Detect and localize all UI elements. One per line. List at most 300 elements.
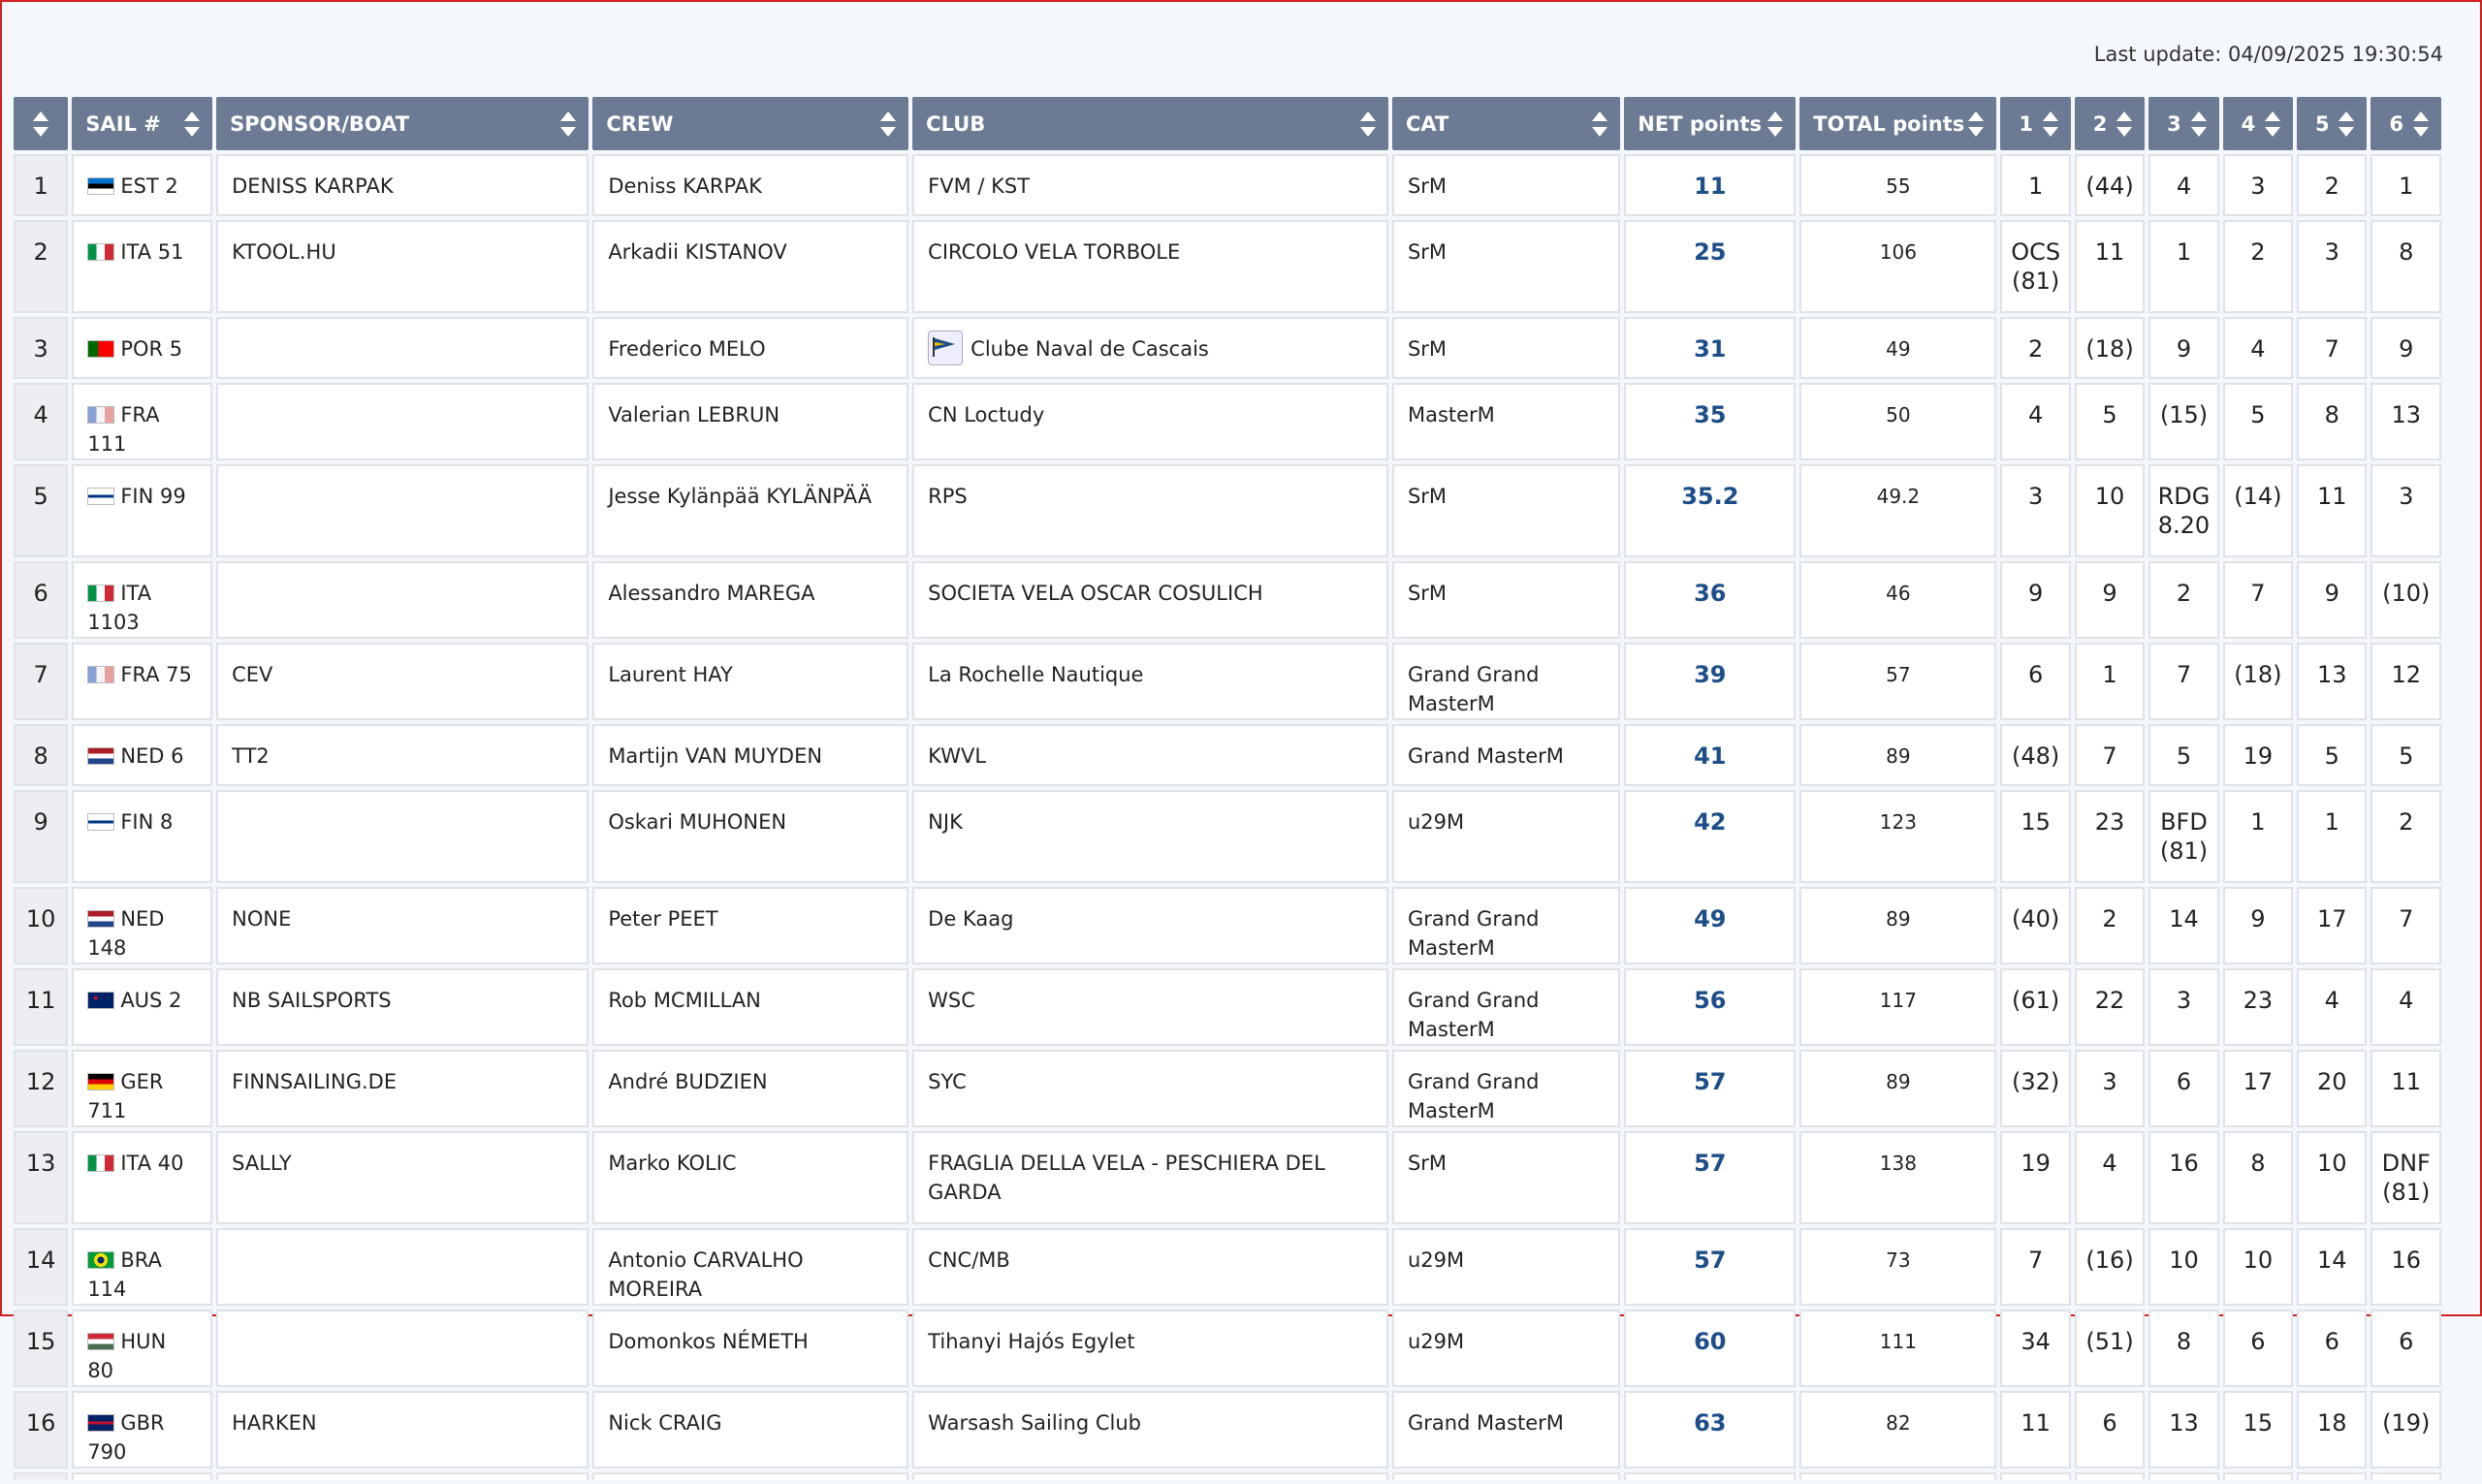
por-flag-icon	[87, 340, 114, 358]
total-points-cell: 89	[1799, 1050, 1996, 1127]
club-cell	[912, 887, 1388, 964]
rank-cell: 12	[14, 1050, 68, 1127]
gbr-flag-icon	[87, 1414, 114, 1432]
sail-cell	[72, 154, 212, 216]
race-6-cell: 4	[2371, 968, 2441, 1046]
club-cell	[912, 220, 1388, 313]
sponsor-cell: TT2	[216, 724, 589, 786]
sponsor-cell: HARKEN	[216, 1391, 589, 1468]
sort-arrows-icon[interactable]	[559, 110, 577, 139]
header-label: SPONSOR/BOAT	[230, 111, 410, 136]
table-row[interactable]	[14, 887, 2441, 964]
net-points-cell: 31	[1624, 317, 1796, 379]
race-4-cell: 9	[2223, 887, 2293, 964]
race-3-cell: 1	[2148, 220, 2218, 313]
race-3-cell: 4	[2148, 154, 2218, 216]
rank-cell: 1	[14, 154, 68, 216]
rank-cell: 11	[14, 968, 68, 1046]
race-1-cell: 15	[2000, 790, 2070, 883]
race-5-cell: 3	[2297, 220, 2367, 313]
race-6-cell: 5	[2371, 724, 2441, 786]
race-3-cell: BFD (81)	[2148, 790, 2218, 883]
net-points-cell: 35.2	[1624, 464, 1796, 557]
ger-flag-icon	[87, 1073, 114, 1090]
sponsor-cell	[216, 790, 589, 883]
sail-number: FRA 75	[120, 663, 192, 686]
race-2-cell: 10	[2075, 464, 2145, 557]
total-points-cell: 50	[1799, 383, 1996, 460]
results-body	[14, 154, 2441, 1480]
header-label: 4	[2241, 111, 2256, 136]
fin-flag-icon	[87, 488, 114, 505]
crew-cell: Valerian LEBRUN	[592, 383, 908, 460]
race-6-cell: 3	[2371, 464, 2441, 557]
race-2-cell: (44)	[2075, 154, 2145, 216]
sail-cell	[72, 790, 212, 883]
race-4-cell: 6	[2223, 1310, 2293, 1387]
partial-cell	[912, 1472, 1388, 1480]
rank-cell: 2	[14, 220, 68, 313]
total-points-cell: 49.2	[1799, 464, 1996, 557]
sail-cell	[72, 561, 212, 639]
sort-arrows-icon[interactable]	[2042, 110, 2059, 139]
crew-cell: Deniss KARPAK	[592, 154, 908, 216]
sort-arrows-icon[interactable]	[1359, 110, 1377, 139]
rank-cell: 7	[14, 643, 68, 720]
sail-header[interactable]	[72, 97, 212, 150]
header-label: NET points	[1638, 111, 1762, 136]
rank-cell: 9	[14, 790, 68, 883]
total-points-cell: 106	[1799, 220, 1996, 313]
sail-number: NED 6	[120, 744, 184, 768]
header-label: 5	[2314, 111, 2330, 136]
race-5-cell: 18	[2297, 1391, 2367, 1468]
race-1-cell: 11	[2000, 1391, 2070, 1468]
club-cell	[912, 1228, 1388, 1306]
crew-cell: Martijn VAN MUYDEN	[592, 724, 908, 786]
race-1-cell: (48)	[2000, 724, 2070, 786]
rank-cell: 15	[14, 1310, 68, 1387]
category-cell: SrM	[1392, 220, 1620, 313]
race-2-cell: (51)	[2075, 1310, 2145, 1387]
total-points-header[interactable]	[1799, 97, 1996, 150]
category-cell: Grand Grand MasterM	[1392, 1050, 1620, 1127]
race-4-header[interactable]	[2223, 97, 2293, 150]
race-6-header[interactable]	[2371, 97, 2441, 150]
table-row[interactable]	[14, 643, 2441, 720]
sail-number: BRA 114	[87, 1248, 162, 1301]
hun-flag-icon	[87, 1333, 114, 1350]
table-row[interactable]	[14, 724, 2441, 786]
crew-cell: Laurent HAY	[592, 643, 908, 720]
sort-arrows-icon[interactable]	[2116, 110, 2133, 139]
sponsor-cell: NB SAILSPORTS	[216, 968, 589, 1046]
rank-cell: 14	[14, 1228, 68, 1306]
cat-header[interactable]	[1392, 97, 1620, 150]
crew-cell: Nick CRAIG	[592, 1391, 908, 1468]
total-points-cell: 49	[1799, 317, 1996, 379]
sponsor-cell	[216, 1228, 589, 1306]
sort-arrows-icon[interactable]	[2264, 110, 2281, 139]
sail-number: FIN 99	[120, 485, 186, 508]
rank-cell: 16	[14, 1391, 68, 1468]
club-cell	[912, 790, 1388, 883]
club-cell	[912, 643, 1388, 720]
race-6-cell: 7	[2371, 887, 2441, 964]
club-name: Tihanyi Hajós Egylet	[928, 1330, 1135, 1353]
table-row-partial	[14, 1472, 2441, 1480]
crew-cell: Peter PEET	[592, 887, 908, 964]
club-cell	[912, 317, 1388, 379]
header-label: SAIL #	[85, 111, 161, 136]
net-points-cell: 57	[1624, 1131, 1796, 1224]
rank-cell: 4	[14, 383, 68, 460]
club-cell	[912, 383, 1388, 460]
club-name: KWVL	[928, 744, 987, 768]
ita-flag-icon	[87, 1154, 114, 1172]
net-points-cell: 11	[1624, 154, 1796, 216]
ita-flag-icon	[87, 243, 114, 261]
partial-cell	[2297, 1472, 2367, 1480]
header-label: CLUB	[926, 111, 986, 136]
rank-cell: 3	[14, 317, 68, 379]
header-label: CAT	[1405, 111, 1449, 136]
race-3-cell: 6	[2148, 1050, 2218, 1127]
race-3-cell: 8	[2148, 1310, 2218, 1387]
club-cell	[912, 1310, 1388, 1387]
race-2-cell: 4	[2075, 1131, 2145, 1224]
sail-cell	[72, 383, 212, 460]
fra-flag-icon	[87, 406, 114, 424]
sail-cell	[72, 317, 212, 379]
crew-cell: Arkadii KISTANOV	[592, 220, 908, 313]
sail-cell	[72, 1131, 212, 1224]
race-1-cell: 2	[2000, 317, 2070, 379]
crew-cell: Rob MCMILLAN	[592, 968, 908, 1046]
race-3-header[interactable]	[2148, 97, 2218, 150]
crew-cell: Alessandro MAREGA	[592, 561, 908, 639]
sponsor-cell: DENISS KARPAK	[216, 154, 589, 216]
category-cell: SrM	[1392, 561, 1620, 639]
club-name: SOCIETA VELA OSCAR COSULICH	[928, 582, 1263, 605]
header-label: 6	[2389, 111, 2404, 136]
race-2-cell: 5	[2075, 383, 2145, 460]
sort-arrows-icon[interactable]	[1766, 110, 1784, 139]
net-points-cell: 42	[1624, 790, 1796, 883]
ita-flag-icon	[87, 584, 114, 602]
club-name: FRAGLIA DELLA VELA - PESCHIERA DEL GARDA	[928, 1152, 1325, 1204]
race-1-cell: 1	[2000, 154, 2070, 216]
sponsor-cell	[216, 1310, 589, 1387]
race-2-cell: 9	[2075, 561, 2145, 639]
race-6-cell: 11	[2371, 1050, 2441, 1127]
race-3-cell: 10	[2148, 1228, 2218, 1306]
race-1-cell: 3	[2000, 464, 2070, 557]
race-5-cell: 14	[2297, 1228, 2367, 1306]
sort-arrows-icon[interactable]	[183, 110, 201, 139]
sort-arrows-icon[interactable]	[2412, 110, 2430, 139]
race-2-cell: 7	[2075, 724, 2145, 786]
est-flag-icon	[87, 177, 114, 195]
race-3-cell: 2	[2148, 561, 2218, 639]
race-5-cell: 13	[2297, 643, 2367, 720]
race-1-cell: 4	[2000, 383, 2070, 460]
sail-number: ITA 40	[120, 1152, 184, 1175]
race-4-cell: (14)	[2223, 464, 2293, 557]
sponsor-cell	[216, 464, 589, 557]
sponsor-cell: NONE	[216, 887, 589, 964]
club-name: Clube Naval de Cascais	[971, 337, 1209, 361]
sail-number: HUN 80	[87, 1330, 167, 1382]
sort-arrows-icon[interactable]	[2190, 110, 2208, 139]
race-6-cell: 12	[2371, 643, 2441, 720]
rank-cell: 10	[14, 887, 68, 964]
total-points-cell: 117	[1799, 968, 1996, 1046]
partial-cell	[72, 1472, 212, 1480]
club-cell	[912, 1131, 1388, 1224]
race-5-cell: 17	[2297, 887, 2367, 964]
sponsor-cell	[216, 317, 589, 379]
net-points-cell: 56	[1624, 968, 1796, 1046]
club-name: La Rochelle Nautique	[928, 663, 1144, 686]
category-cell: Grand MasterM	[1392, 1391, 1620, 1468]
race-4-cell: 10	[2223, 1228, 2293, 1306]
race-2-cell: 1	[2075, 643, 2145, 720]
sail-number: EST 2	[120, 174, 178, 198]
sponsor-cell	[216, 561, 589, 639]
club-name: WSC	[928, 989, 975, 1012]
sail-number: FRA 111	[87, 403, 160, 456]
sail-number: POR 5	[120, 337, 183, 361]
race-3-cell: (15)	[2148, 383, 2218, 460]
race-1-cell: 6	[2000, 643, 2070, 720]
race-4-cell: (18)	[2223, 643, 2293, 720]
race-1-cell: (40)	[2000, 887, 2070, 964]
sponsor-header[interactable]	[216, 97, 589, 150]
crew-cell: André BUDZIEN	[592, 1050, 908, 1127]
race-6-cell: 9	[2371, 317, 2441, 379]
sail-number: FIN 8	[120, 810, 174, 834]
net-points-cell: 41	[1624, 724, 1796, 786]
sail-number: GBR 790	[87, 1411, 165, 1464]
partial-cell	[2148, 1472, 2218, 1480]
race-4-cell: 23	[2223, 968, 2293, 1046]
sail-cell	[72, 1050, 212, 1127]
sort-arrows-icon[interactable]	[1591, 110, 1608, 139]
race-3-cell: 14	[2148, 887, 2218, 964]
header-label: 2	[2092, 111, 2108, 136]
rank-cell: 5	[14, 464, 68, 557]
race-3-cell: 9	[2148, 317, 2218, 379]
race-1-header[interactable]	[2000, 97, 2070, 150]
race-2-cell: 22	[2075, 968, 2145, 1046]
partial-cell	[1624, 1472, 1796, 1480]
club-name: De Kaag	[928, 907, 1014, 931]
race-5-cell: 6	[2297, 1310, 2367, 1387]
race-2-cell: (16)	[2075, 1228, 2145, 1306]
race-2-cell: 6	[2075, 1391, 2145, 1468]
sponsor-cell	[216, 383, 589, 460]
net-points-cell: 63	[1624, 1391, 1796, 1468]
race-4-cell: 15	[2223, 1391, 2293, 1468]
race-4-cell: 7	[2223, 561, 2293, 639]
header-label: 1	[2019, 111, 2033, 136]
table-row[interactable]	[14, 464, 2441, 557]
table-row[interactable]	[14, 383, 2441, 460]
table-row[interactable]	[14, 154, 2441, 216]
table-row[interactable]	[14, 790, 2441, 883]
club-name: RPS	[928, 485, 968, 508]
race-1-cell: (32)	[2000, 1050, 2070, 1127]
sail-number: ITA 51	[120, 240, 184, 264]
net-points-header[interactable]	[1624, 97, 1796, 150]
sail-cell	[72, 464, 212, 557]
category-cell: SrM	[1392, 317, 1620, 379]
partial-cell	[1392, 1472, 1620, 1480]
rank-cell: 13	[14, 1131, 68, 1224]
sail-number: GER 711	[87, 1070, 164, 1122]
race-3-cell: 7	[2148, 643, 2218, 720]
race-5-header[interactable]	[2297, 97, 2367, 150]
sail-cell	[72, 887, 212, 964]
partial-cell	[1799, 1472, 1996, 1480]
race-6-cell: 6	[2371, 1310, 2441, 1387]
club-header[interactable]	[912, 97, 1388, 150]
total-points-cell: 82	[1799, 1391, 1996, 1468]
sort-arrows-icon[interactable]	[32, 110, 49, 139]
sail-cell	[72, 1310, 212, 1387]
category-cell: Grand Grand MasterM	[1392, 968, 1620, 1046]
race-1-cell: OCS (81)	[2000, 220, 2070, 313]
category-cell: Grand MasterM	[1392, 724, 1620, 786]
total-points-cell: 55	[1799, 154, 1996, 216]
net-points-cell: 57	[1624, 1050, 1796, 1127]
fin-flag-icon	[87, 813, 114, 831]
ned-flag-icon	[87, 747, 114, 765]
rank-cell: 8	[14, 724, 68, 786]
race-5-cell: 10	[2297, 1131, 2367, 1224]
header-label: 3	[2167, 111, 2181, 136]
net-points-cell: 60	[1624, 1310, 1796, 1387]
crew-cell: Antonio CARVALHO MOREIRA	[592, 1228, 908, 1306]
rank-header[interactable]	[14, 97, 68, 150]
total-points-cell: 89	[1799, 724, 1996, 786]
club-burgee-icon	[928, 331, 963, 365]
race-1-cell: 34	[2000, 1310, 2070, 1387]
sponsor-cell: SALLY	[216, 1131, 589, 1224]
race-2-header[interactable]	[2075, 97, 2145, 150]
crew-cell: Oskari MUHONEN	[592, 790, 908, 883]
partial-cell	[2000, 1472, 2070, 1480]
bra-flag-icon	[87, 1251, 114, 1269]
club-cell	[912, 968, 1388, 1046]
partial-cell	[2371, 1472, 2441, 1480]
table-row[interactable]	[14, 1228, 2441, 1306]
category-cell: SrM	[1392, 1131, 1620, 1224]
sail-cell	[72, 643, 212, 720]
race-6-cell: 16	[2371, 1228, 2441, 1306]
race-5-cell: 1	[2297, 790, 2367, 883]
crew-header[interactable]	[592, 97, 908, 150]
total-points-cell: 111	[1799, 1310, 1996, 1387]
club-cell	[912, 561, 1388, 639]
club-cell	[912, 724, 1388, 786]
net-points-cell: 49	[1624, 887, 1796, 964]
sort-arrows-icon[interactable]	[879, 110, 897, 139]
club-name: CN Loctudy	[928, 403, 1045, 426]
table-row[interactable]	[14, 561, 2441, 639]
race-6-cell: 8	[2371, 220, 2441, 313]
race-6-cell: (19)	[2371, 1391, 2441, 1468]
results-table	[10, 93, 2445, 1484]
club-cell	[912, 1391, 1388, 1468]
crew-cell: Marko KOLIC	[592, 1131, 908, 1224]
sail-cell	[72, 1391, 212, 1468]
ned-flag-icon	[87, 910, 114, 928]
table-row[interactable]	[14, 1131, 2441, 1224]
race-1-cell: 7	[2000, 1228, 2070, 1306]
race-5-cell: 5	[2297, 724, 2367, 786]
category-cell: SrM	[1392, 154, 1620, 216]
race-4-cell: 1	[2223, 790, 2293, 883]
race-6-cell: DNF (81)	[2371, 1131, 2441, 1224]
sail-cell	[72, 724, 212, 786]
table-row[interactable]	[14, 1050, 2441, 1127]
net-points-cell: 35	[1624, 383, 1796, 460]
fra-flag-icon	[87, 666, 114, 683]
total-points-cell: 89	[1799, 887, 1996, 964]
table-row[interactable]	[14, 220, 2441, 313]
race-1-cell: 9	[2000, 561, 2070, 639]
race-2-cell: 23	[2075, 790, 2145, 883]
sort-arrows-icon[interactable]	[2338, 110, 2355, 139]
category-cell: u29M	[1392, 790, 1620, 883]
table-row[interactable]	[14, 1310, 2441, 1387]
category-cell: u29M	[1392, 1310, 1620, 1387]
category-cell: u29M	[1392, 1228, 1620, 1306]
race-6-cell: 13	[2371, 383, 2441, 460]
last-update: Last update: 04/09/2025 19:30:54	[2093, 43, 2443, 66]
club-name: FVM / KST	[928, 174, 1031, 198]
race-2-cell: 11	[2075, 220, 2145, 313]
race-4-cell: 3	[2223, 154, 2293, 216]
race-4-cell: 5	[2223, 383, 2293, 460]
table-row[interactable]	[14, 968, 2441, 1046]
sponsor-cell: CEV	[216, 643, 589, 720]
rank-cell: 6	[14, 561, 68, 639]
sort-arrows-icon[interactable]	[1967, 110, 1985, 139]
net-points-cell: 39	[1624, 643, 1796, 720]
sail-cell	[72, 220, 212, 313]
aus-flag-icon	[87, 992, 114, 1009]
race-3-cell: 5	[2148, 724, 2218, 786]
sail-cell	[72, 968, 212, 1046]
race-5-cell: 2	[2297, 154, 2367, 216]
total-points-cell: 46	[1799, 561, 1996, 639]
race-4-cell: 17	[2223, 1050, 2293, 1127]
category-cell: Grand Grand MasterM	[1392, 643, 1620, 720]
table-row[interactable]	[14, 317, 2441, 379]
race-4-cell: 2	[2223, 220, 2293, 313]
race-2-cell: 3	[2075, 1050, 2145, 1127]
table-row[interactable]	[14, 1391, 2441, 1468]
race-2-cell: (18)	[2075, 317, 2145, 379]
club-name: CNC/MB	[928, 1248, 1010, 1272]
race-3-cell: 3	[2148, 968, 2218, 1046]
race-5-cell: 20	[2297, 1050, 2367, 1127]
category-cell: MasterM	[1392, 383, 1620, 460]
club-cell	[912, 464, 1388, 557]
